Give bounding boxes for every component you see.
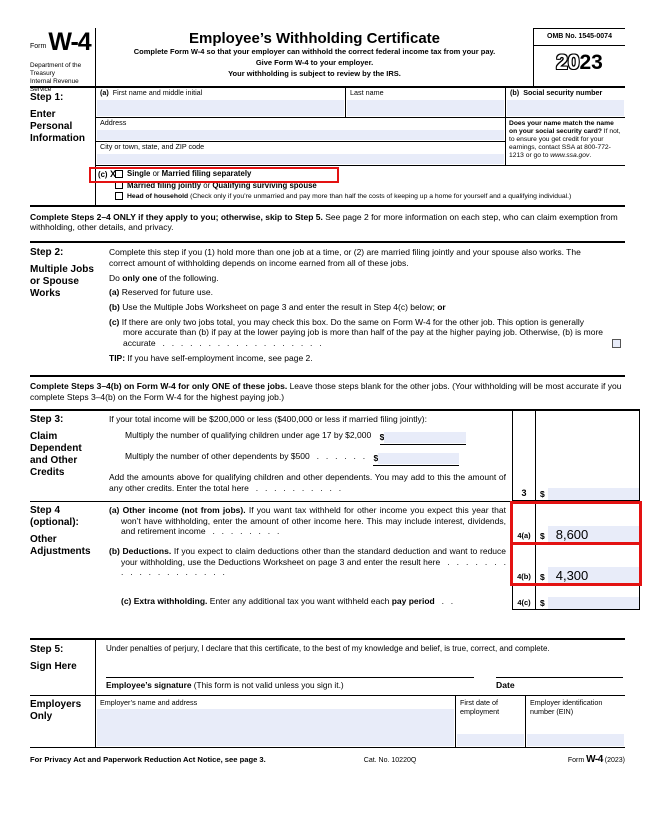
step2-section xyxy=(30,241,625,375)
line-3-amount-input[interactable] xyxy=(548,488,639,500)
step4b-row xyxy=(95,543,640,584)
step3-intro: If your total income will be $200,000 or less ($400,000 or less if married filing jointly): xyxy=(109,414,427,424)
address-column xyxy=(96,118,505,165)
line-4a-amount-input[interactable] xyxy=(548,526,639,542)
ssa-link: www.ssa.gov xyxy=(550,152,590,160)
step4b-right xyxy=(512,543,640,584)
step3-block xyxy=(30,411,640,502)
last-name-cell xyxy=(346,88,506,117)
dept-line-2: Internal Revenue Service xyxy=(30,78,79,94)
omb-year-block xyxy=(533,28,625,86)
employer-name-input[interactable] xyxy=(97,709,454,746)
step4-block xyxy=(30,502,640,610)
form-name: W-4 xyxy=(48,28,91,56)
note-steps-2-4: Complete Steps 2–4 ONLY if they apply to you; otherwise, skip to Step 5. See page 2 for more information on each step, who can claim exemption from withholding, other details, and privacy. xyxy=(30,211,618,233)
dot-leader: . . xyxy=(434,596,454,607)
city-cell xyxy=(96,142,505,165)
step3-children-row xyxy=(95,426,640,447)
first-name-id: (a) xyxy=(100,88,109,97)
step1-sublabel: Enter Personal Information xyxy=(30,109,85,144)
filing-status-id: (c) xyxy=(98,170,108,179)
address-input[interactable] xyxy=(97,130,504,140)
city-label: City or town, state, and ZIP code xyxy=(100,142,205,151)
note-steps-3-4b: Complete Steps 3–4(b) on Form W-4 for only ONE of these jobs. Leave those steps blank for the other jobs. (Your withholding will be most accurate if you complete Steps 3–4(b) on the Form W-4 for the highest paying job.) xyxy=(30,375,625,409)
date-column xyxy=(496,665,623,690)
first-name-label: (a) First name and middle initial xyxy=(100,88,203,97)
form-sheet xyxy=(30,28,625,765)
step5-label-block xyxy=(30,640,95,695)
step1-label: Step 1: xyxy=(30,92,64,103)
address-cell xyxy=(96,118,505,142)
dept-line-1: Department of the Treasury xyxy=(30,62,82,78)
year-bold: 23 xyxy=(579,51,603,74)
step3-label: Step 3: xyxy=(30,414,64,425)
step4a-text: (a) Other income (not from jobs). If you want tax withheld for other income you expect this year that won’t have withholding, enter the amount of other income here. This may include interest, dividends, and retirement income . . . . . . . . xyxy=(109,505,506,537)
form-subtitle-3: Your withholding is subject to review by the IRS. xyxy=(228,69,401,78)
step2-paragraph-1: Complete this step if you (1) hold more than one job at a time, or (2) are married filing jointly and your spouse also works. The correct amount of withholding depends on income earned from all of these jobs. xyxy=(109,247,581,268)
date-input[interactable] xyxy=(496,665,623,678)
option-single: X Single or Married filing separately xyxy=(110,168,252,179)
year-outline: 20 xyxy=(556,51,580,74)
ssa-note: Does your name match the name on your social security card? If not, to ensure you get credit for your earnings, contact SSA at 800-772-1213 or go to www.ssa.gov. xyxy=(505,118,625,165)
step2-body xyxy=(95,247,625,367)
last-name-input[interactable] xyxy=(347,100,504,116)
form-footer xyxy=(30,754,625,765)
perjury-statement: Under penalties of perjury, I declare that this certificate, to the best of my knowledge and belief, is true, correct, and complete. xyxy=(106,644,550,653)
step2-label-block xyxy=(30,247,95,367)
employer-name-cell xyxy=(96,696,456,747)
form-title-block xyxy=(95,28,533,86)
step1-label-block xyxy=(30,88,95,205)
step5-sublabel: Sign Here xyxy=(30,661,77,672)
step2-item-b: (b) Use the Multiple Jobs Worksheet on page 3 and enter the result in Step 4(c) below; or xyxy=(109,302,446,313)
line-4a-amount-cell xyxy=(536,502,640,543)
line-4c-amount-cell xyxy=(536,584,640,610)
step5-section xyxy=(30,638,625,696)
ein-label: Employer identification number (EIN) xyxy=(530,698,603,716)
line-4a-number: 4(a) xyxy=(512,502,536,543)
form-title: Employee’s Withholding Certificate xyxy=(188,30,440,47)
line-4a-value: 8,600 xyxy=(555,526,589,542)
step4a-row xyxy=(95,502,640,543)
step2-item-c: (c) If there are only two jobs total, you may check this box. Do the same on Form W-4 for the other job. This option is generally more accurate than (b) if pay at the lower paying job is more than half of the pay at the higher paying job. Otherwise, (b) is more accurate . . . . . . . . . . . . . . . . . . xyxy=(109,317,625,349)
date-label: Date xyxy=(496,680,515,690)
step4-label2: (optional): xyxy=(30,517,79,528)
step2-tip: TIP: If you have self-employment income, see page 2. xyxy=(109,352,313,363)
ssn-id: (b) xyxy=(510,88,520,97)
ssn-cell xyxy=(506,88,625,117)
line-4b-amount-cell xyxy=(536,543,640,584)
line-4b-number: 4(b) xyxy=(512,543,536,584)
line-4c-number: 4(c) xyxy=(512,584,536,610)
steps-3-4-table xyxy=(30,409,640,610)
dollar-sign: $ xyxy=(540,489,545,499)
step4-label-block xyxy=(30,502,95,610)
step4-sublabel: Other Adjustments xyxy=(30,534,91,557)
name-ssn-row xyxy=(96,88,625,118)
form-word: Form xyxy=(30,43,47,51)
step5-body xyxy=(95,640,625,695)
step2-item-a: (a) Reserved for future use. xyxy=(109,287,213,298)
form-year xyxy=(534,46,625,75)
step2-sublabel: Multiple Jobs or Spouse Works xyxy=(30,264,94,300)
step4-rows xyxy=(95,502,640,610)
dot-leader: . . . . . . xyxy=(309,451,366,461)
address-label: Address xyxy=(100,118,127,127)
step3-total-text: Add the amounts above for qualifying children and other dependents. You may add to this the amount of any other credits. Enter the total here . . . . . . . . . . xyxy=(109,472,506,493)
first-date-cell xyxy=(456,696,526,747)
line-3-amount-cell xyxy=(536,468,640,501)
address-city-row xyxy=(96,118,625,166)
children-amount-field[interactable]: $ xyxy=(380,432,466,445)
employers-only-body xyxy=(95,696,625,747)
ssn-input[interactable] xyxy=(507,100,624,116)
form-subtitle-2: Give Form W-4 to your employer. xyxy=(255,58,374,68)
footer-form-name: W-4 xyxy=(586,754,603,765)
first-name-input[interactable] xyxy=(97,100,344,116)
step5-label: Step 5: xyxy=(30,644,64,655)
step3-children-line: Multiply the number of qualifying children under age 17 by $2,000 $ xyxy=(95,426,512,447)
step2-label: Step 2: xyxy=(30,247,64,259)
dollar-sign: $ xyxy=(540,572,545,582)
dependents-amount-field[interactable]: $ xyxy=(373,453,459,466)
option-head-of-household: Head of household (Check only if you’re unmarried and pay more than half the costs of keeping up a home for yourself and a qualifying individual.) xyxy=(115,192,625,200)
step3-label-block xyxy=(30,411,95,501)
signature-area xyxy=(106,665,623,690)
employee-signature-input[interactable] xyxy=(106,665,474,678)
step3-intro-row xyxy=(95,411,640,426)
step4c-right xyxy=(512,584,640,610)
footer-form-id: Form W-4 (2023) xyxy=(567,754,625,765)
employers-only-label: Employers Only xyxy=(30,699,82,722)
dollar-sign: $ xyxy=(540,531,545,541)
dot-leader: . . . . . . . . . . . . . . . . . . xyxy=(155,338,322,349)
step4c-text: (c) Extra withholding. Enter any additional tax you want withheld each pay period . . xyxy=(121,596,454,607)
step1-body xyxy=(95,88,625,205)
line-4b-amount-input[interactable] xyxy=(548,567,639,583)
step3-dependents-line: Multiply the number of other dependents by $500 . . . . . . $ xyxy=(95,447,512,468)
married-jointly-checkbox[interactable] xyxy=(115,181,123,189)
first-name-cell xyxy=(96,88,346,117)
step4b-text: (b) Deductions. If you expect to claim deductions other than the standard deduction and want to reduce your withholding, use the Deductions Worksheet on page 3 and enter the result here . . . . . . . . . . . . . . . . . . . xyxy=(109,546,507,578)
dot-leader: . . . . . . . . xyxy=(205,526,280,537)
line-3-number: 3 xyxy=(512,468,536,501)
filing-status-options xyxy=(110,168,625,203)
last-name-label: Last name xyxy=(350,88,384,97)
step3-dependents-row xyxy=(95,447,640,468)
step3-sublabel: Claim Dependent and Other Credits xyxy=(30,431,82,478)
form-subtitle-1: Complete Form W-4 so that your employer can withhold the correct federal income tax from your pay. xyxy=(133,47,496,57)
ssa-note-bold: Does your name match the name on your social security card? xyxy=(509,120,614,136)
dot-leader: . . . . . . . . . . xyxy=(248,482,342,493)
step2-paragraph-2: Do only one of the following. xyxy=(109,272,219,283)
option-married-jointly: Married filing jointly or Qualifying surviving spouse xyxy=(115,181,625,190)
form-id-block xyxy=(30,28,95,94)
signature-label: Employee’s signature (This form is not valid unless you sign it.) xyxy=(106,680,344,690)
privacy-notice: For Privacy Act and Paperwork Reduction Act Notice, see page 3. xyxy=(30,755,266,764)
first-date-label: First date of employment xyxy=(460,698,500,716)
line-4c-amount-input[interactable] xyxy=(548,597,639,609)
first-date-input[interactable] xyxy=(457,734,524,746)
step4a-right xyxy=(512,502,640,543)
dot-leader: . . . . . . . . . . . . . . . . . . . xyxy=(121,556,507,578)
two-jobs-checkbox[interactable] xyxy=(612,339,621,348)
checkbox-x-mark: X xyxy=(110,168,117,179)
step1-section xyxy=(30,88,625,207)
city-input[interactable] xyxy=(97,154,504,164)
employers-only-section xyxy=(30,696,625,748)
catalog-number: Cat. No. 10220Q xyxy=(363,757,417,764)
step3-intro-right xyxy=(512,411,640,426)
signature-column xyxy=(106,665,474,690)
filing-status-block xyxy=(96,166,625,205)
step4-label: Step 4 xyxy=(30,505,61,516)
step3-rows xyxy=(95,411,640,501)
dollar-sign: $ xyxy=(540,598,545,608)
step3-total-row xyxy=(95,468,640,501)
ssn-label: (b) Social security number xyxy=(510,88,603,97)
line-4b-value: 4,300 xyxy=(555,567,589,583)
single-checkbox[interactable] xyxy=(110,168,123,179)
step3-total-right xyxy=(512,468,640,501)
ein-input[interactable] xyxy=(527,734,624,746)
step4c-row xyxy=(95,584,640,610)
employer-name-label: Employer’s name and address xyxy=(100,698,198,707)
omb-number: OMB No. 1545-0074 xyxy=(534,29,625,46)
ein-cell xyxy=(526,696,625,747)
head-of-household-checkbox[interactable] xyxy=(115,192,123,200)
